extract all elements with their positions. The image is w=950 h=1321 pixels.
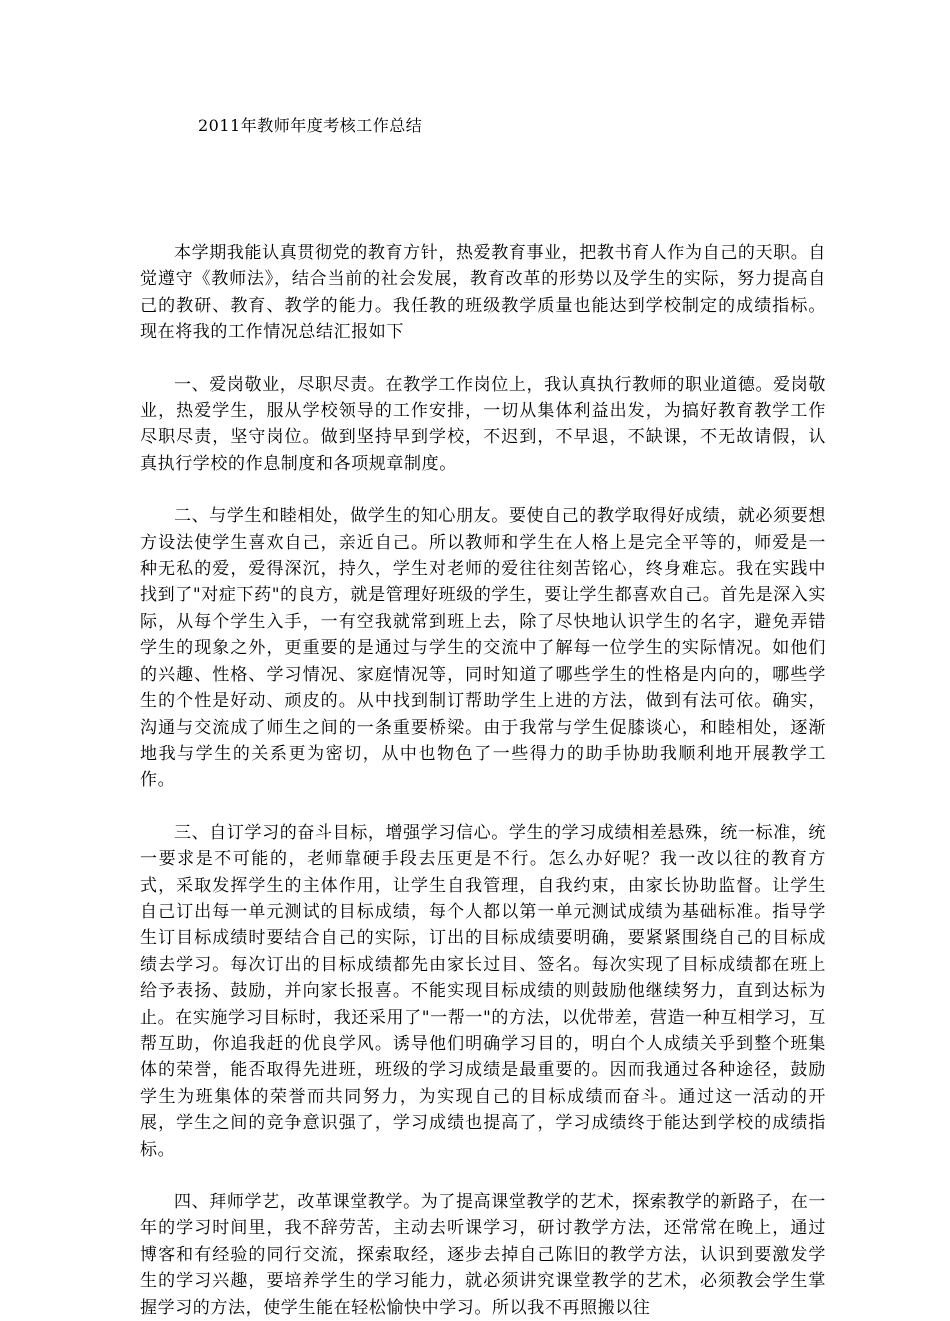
paragraph-section-4: 四、拜师学艺，改革课堂教学。为了提高课堂教学的艺术，探索教学的新路子，在一年的学习时间里，我不辞劳苦，主动去听课学习，研讨教学方法，还常常在晚上，通过博客和有经验的同行交流，探索取经，逐步去掉自己陈旧的教学方法，认识到要激发学生的学习兴趣，要培养学生的学习能力，就必须讲究课堂教学的艺术，必须教会学生掌握学习的方法，使学生能在轻松愉快中学习。所以我不再照搬以往 bbox=[140, 1192, 826, 1318]
paragraph-section-1: 一、爱岗敬业，尽职尽责。在教学工作岗位上，我认真执行教师的职业道德。爱岗敬业，热爱学生，服从学校领导的工作安排，一切从集体利益出发，为搞好教育教学工作尽职尽责，坚守岗位。做到坚持早到学校，不迟到，不早退，不缺课，不无故请假，认真执行学校的作息制度和各项规章制度。 bbox=[140, 374, 826, 474]
document-title: 2011年教师年度考核工作总结 bbox=[198, 116, 423, 135]
paragraph-intro: 本学期我能认真贯彻党的教育方针，热爱教育事业，把教书育人作为自己的天职。自觉遵守《教师法》，结合当前的社会发展，教育改革的形势以及学生的实际，努力提高自己的教研、教育、教学的能力。我任教的班级教学质量也能达到学校制定的成绩指标。现在将我的工作情况总结汇报如下 bbox=[140, 243, 826, 343]
paragraph-section-2: 二、与学生和睦相处，做学生的知心朋友。要使自己的教学取得好成绩，就必须要想方设法使学生喜欢自己，亲近自己。所以教师和学生在人格上是完全平等的，师爱是一种无私的爱，爱得深沉，持久，学生对老师的爱往往刻苦铭心，终身难忘。我在实践中找到了"对症下药"的良方，就是管理好班级的学生，要让学生都喜欢自己。首先是深入实际，从每个学生入手，一有空我就常到班上去，除了尽快地认识学生的名字，避免弄错学生的现象之外，更重要的是通过与学生的交流中了解每一位学生的实际情况。如他们的兴趣、性格、学习情况、家庭情况等，同时知道了哪些学生的性格是内向的，哪些学生的个性是好动、顽皮的。从中找到制订帮助学生上进的方法，做到有法可依。确实，沟通与交流成了师生之间的一条重要桥梁。由于我常与学生促膝谈心，和睦相处，逐渐地我与学生的关系更为密切，从中也物色了一些得力的助手协助我顺利地开展教学工作。 bbox=[140, 506, 826, 791]
paragraph-section-3: 三、自订学习的奋斗目标，增强学习信心。学生的学习成绩相差悬殊，统一标准，统一要求是不可能的，老师靠硬手段去压更是不行。怎么办好呢？我一改以往的教育方式，采取发挥学生的主体作用，让学生自我管理，自我约束，由家长协助监督。让学生自己订出每一单元测试的目标成绩，每个人都以第一单元测试成绩为基础标准。指导学生订目标成绩时要结合自己的实际，订出的目标成绩要明确，要紧紧围绕自己的目标成绩去学习。每次订出的目标成绩都先由家长过目、签名。每次实现了目标成绩都在班上给予表扬、鼓励，并向家长报喜。不能实现目标成绩的则鼓励他继续努力，直到达标为止。在实施学习目标时，我还采用了"一帮一"的方法，以优带差，营造一种互相学习，互帮互助，你追我赶的优良学风。诱导他们明确学习目的，明白个人成绩关乎到整个班集体的荣誉，能否取得先进班，班级的学习成绩是最重要的。因而我通过各种途径，鼓励学生为班集体的荣誉而共同努力，为实现自己的目标成绩而奋斗。通过这一活动的开展，学生之间的竞争意识强了，学习成绩也提高了，学习成绩终于能达到学校的成绩指标。 bbox=[140, 822, 826, 1160]
document-body bbox=[140, 240, 826, 1321]
